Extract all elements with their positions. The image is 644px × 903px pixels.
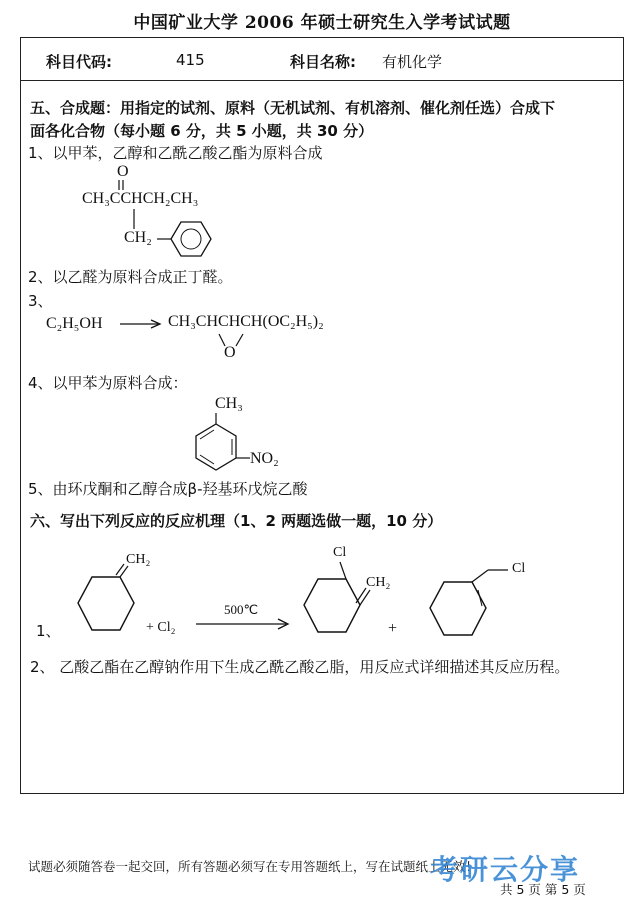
q1-ch2: CH₂ (124, 229, 152, 246)
q1-carbonyl-o: O (117, 163, 129, 180)
question-5-3: 3、 (28, 292, 53, 310)
subject-name-label: 科目名称: (290, 53, 356, 71)
r1-number: 1、 (36, 622, 61, 640)
watermark-logo: 考研云分享 (430, 853, 581, 886)
q3-reactant: C₂H₅OH (46, 315, 103, 332)
q1-main-chain: CH₃CCHCH₂CH₃ (82, 190, 199, 207)
subject-code-value: 415 (176, 51, 205, 69)
page-number: 共 5 页 第 5 页 (500, 882, 586, 897)
section5-heading-line1: 五、合成题：用指定的试剂、原料（无机试剂、有机溶剂、催化剂任选）合成下 (30, 99, 556, 117)
r1-ch2-label: CH₂ (126, 552, 151, 567)
q3-product: CH₃CHCHCH(OC₂H₅)₂ (168, 313, 324, 330)
r1-plus-cl2: + Cl₂ (146, 620, 176, 635)
q3-epoxide-o: O (224, 344, 236, 361)
question-5-1: 1、以甲苯，乙醇和乙酰乙酸乙酯为原料合成 (28, 144, 323, 162)
r1-product-ch2: CH₂ (366, 575, 391, 590)
exam-title: 中国矿业大学 2006 年硕士研究生入学考试试题 (133, 13, 511, 33)
footer-note: 试题必须随答卷一起交回，所有答题必须写在专用答题纸上，写在试题纸上无效！ (28, 859, 479, 874)
question-5-5: 5、由环戊酮和乙醇合成β-羟基环戊烷乙酸 (28, 480, 308, 498)
r1-product2-cl: Cl (512, 561, 526, 576)
r1-condition: 500℃ (224, 602, 259, 617)
r1-product-cl: Cl (333, 545, 347, 560)
question-6-2: 2、 乙酸乙酯在乙醇钠作用下生成乙酰乙酸乙脂，用反应式详细描述其反应历程。 (30, 658, 570, 676)
question-5-2: 2、以乙醛为原料合成正丁醛。 (28, 268, 233, 286)
r1-product-plus: + (388, 620, 398, 637)
section5-heading-line2: 面各化合物（每小题 6 分，共 5 小题，共 30 分） (30, 122, 374, 140)
subject-name-value: 有机化学 (382, 53, 443, 71)
question-5-4: 4、以甲苯为原料合成： (28, 374, 188, 392)
q4-nitro: NO₂ (250, 450, 279, 467)
q4-methyl: CH₃ (215, 395, 243, 412)
subject-code-label: 科目代码: (46, 53, 112, 71)
section6-heading: 六、写出下列反应的反应机理（1、2 两题选做一题，10 分） (30, 512, 443, 530)
